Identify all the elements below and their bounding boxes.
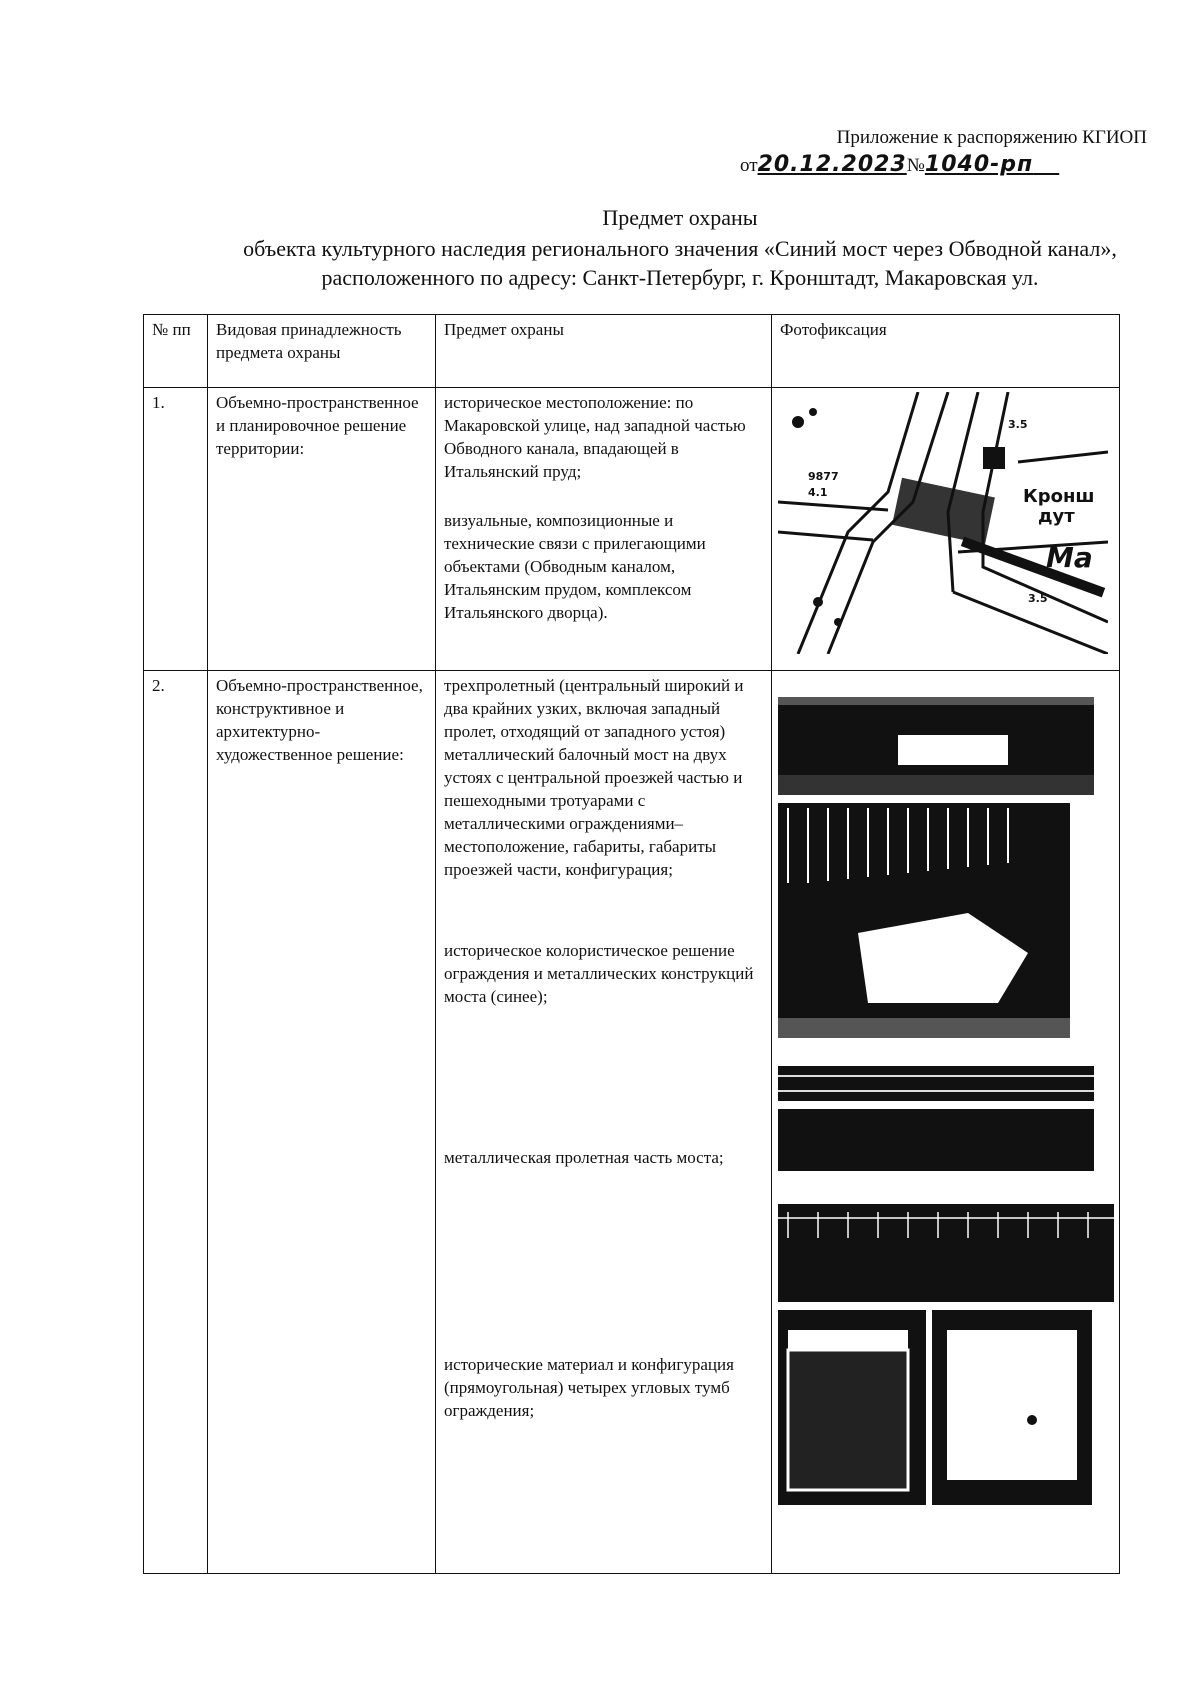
map-label: Кронш — [1023, 486, 1095, 507]
subject-item: исторические материал и конфигурация (прямоугольная) четырех угловых тумб ограждения; — [444, 1355, 734, 1420]
column-header-subject: Предмет охраны — [436, 315, 772, 388]
column-header-photo: Фотофиксация — [772, 315, 1120, 388]
row-number: 1. — [144, 388, 208, 671]
bridge-photo — [778, 1046, 1113, 1196]
number-sign: № — [906, 155, 925, 176]
column-header-number: № пп — [144, 315, 208, 388]
document-address: расположенного по адресу: Санкт-Петербург, г. Кронштадт, Макаровская ул. — [321, 265, 1039, 290]
bridge-photo — [778, 675, 1113, 795]
column-header-category: Видовая принадлежность предмета охраны — [208, 315, 436, 388]
map-label: 3.5 — [1028, 592, 1048, 605]
map-label: Ма — [1046, 541, 1093, 574]
table-row — [144, 388, 1120, 671]
row-category: Объемно-пространственное и планировочное решение территории: — [208, 388, 436, 671]
bridge-photo — [778, 803, 1113, 1038]
subject-item: историческое местоположение: по Макаровской улице, над западной частью Обводного канала, впадающей в Итальянский пруд; — [444, 393, 746, 481]
row-number: 2. — [144, 671, 208, 1574]
protection-subject-table — [143, 314, 1120, 1574]
date-prefix: от — [740, 155, 758, 176]
table-row — [144, 671, 1120, 1574]
document-subtitle: объекта культурного наследия регионального значения «Синий мост через Обводной канал», — [243, 236, 1117, 261]
map-label: 4.1 — [808, 486, 828, 499]
document-title: Предмет охраны — [602, 205, 758, 230]
pedestal-photo — [778, 1310, 926, 1505]
map-label: дут — [1038, 506, 1075, 527]
subject-item: металлическая пролетная часть моста; — [444, 1148, 724, 1167]
site-map-image — [778, 392, 1113, 654]
order-number: 1040-рп — [924, 152, 1034, 177]
bridge-photo — [778, 1204, 1113, 1302]
subject-item: визуальные, композиционные и технические связи с прилегающими объектами (Обводным каналом, Итальянским прудом, комплексом Итальянского дворца). — [444, 511, 706, 622]
order-reference — [740, 152, 1059, 177]
subject-item: трехпролетный (центральный широкий и два крайних узких, включая западный пролет, отходящий от западного устоя) металлический балочный мост на двух устоях с центральной проезжей частью и пешеходными тротуарами с металлическими ограждениями– местоположение, габариты, габариты проезжей части, конфигурация; — [444, 676, 744, 879]
map-label: 3.5 — [1008, 418, 1028, 431]
row-subjects — [436, 671, 772, 1574]
photo-cell — [772, 388, 1120, 671]
order-date: 20.12.2023 — [757, 152, 907, 177]
row-category: Объемно-пространственное, конструктивное и архитектурно-художественное решение: — [208, 671, 436, 1574]
map-label: 9877 — [808, 470, 839, 483]
pedestal-photos — [778, 1310, 1113, 1505]
photo-cell — [772, 671, 1120, 1574]
appendix-label: Приложение к распоряжению КГИОП — [836, 127, 1147, 148]
subject-item: историческое колористическое решение ограждения и металлических конструкций моста (синее); — [444, 941, 754, 1006]
row-subjects — [436, 388, 772, 671]
pedestal-photo — [932, 1310, 1092, 1505]
